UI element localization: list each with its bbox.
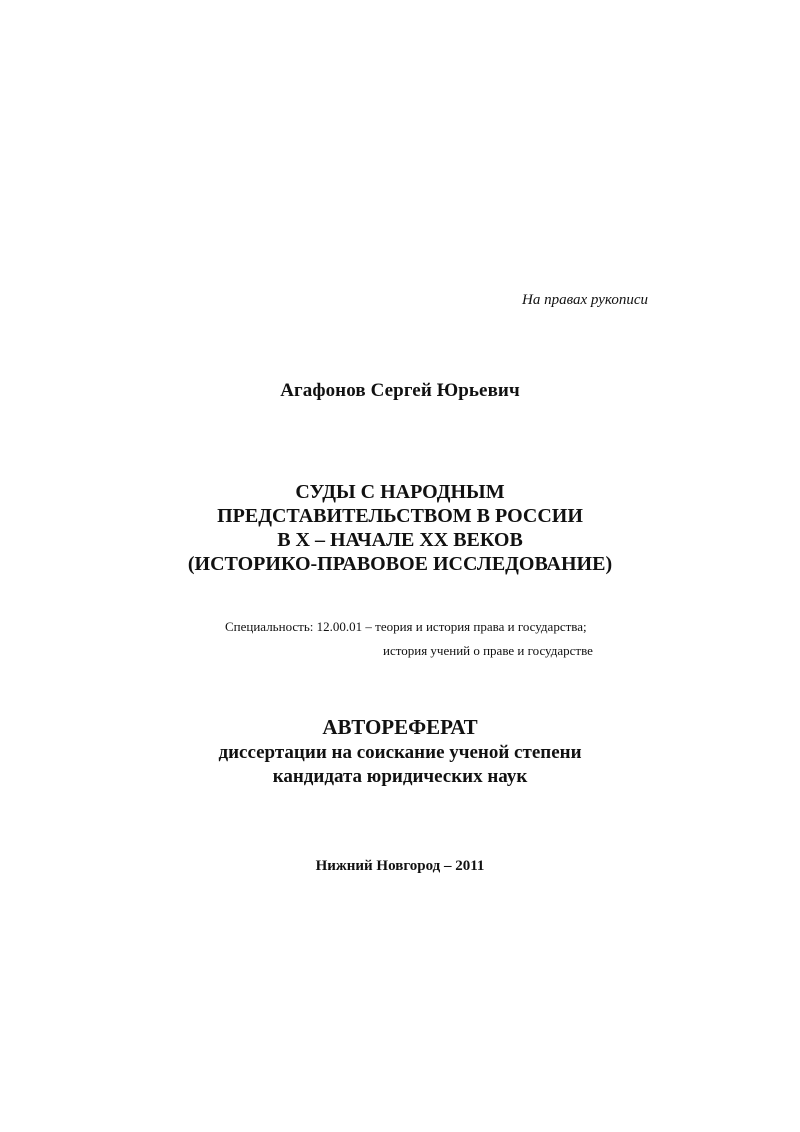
place-and-year: Нижний Новгород – 2011 (315, 858, 485, 874)
title-line: (ИСТОРИКО-ПРАВОВОЕ ИССЛЕДОВАНИЕ) (187, 553, 613, 575)
specialty-block (225, 615, 625, 663)
title-line: СУДЫ С НАРОДНЫМ (295, 481, 505, 503)
dissertation-title (0, 480, 800, 576)
abstract-subtitle-line: диссертации на соискание ученой степени (218, 742, 582, 763)
specialty-line: Специальность: 12.00.01 – теория и история права и государства; (225, 619, 587, 634)
manuscript-rights-note: На правах рукописи (522, 292, 648, 308)
title-line: ПРЕДСТАВИТЕЛЬСТВОМ В РОССИИ (217, 505, 583, 527)
abstract-block (0, 714, 800, 789)
author-name: Агафонов Сергей Юрьевич (280, 380, 520, 401)
abstract-subtitle-line: кандидата юридических наук (272, 766, 528, 787)
title-line: В Х – НАЧАЛЕ ХХ ВЕКОВ (277, 529, 523, 551)
abstract-heading: АВТОРЕФЕРАТ (322, 715, 478, 739)
specialty-line: история учений о праве и государстве (383, 643, 593, 658)
